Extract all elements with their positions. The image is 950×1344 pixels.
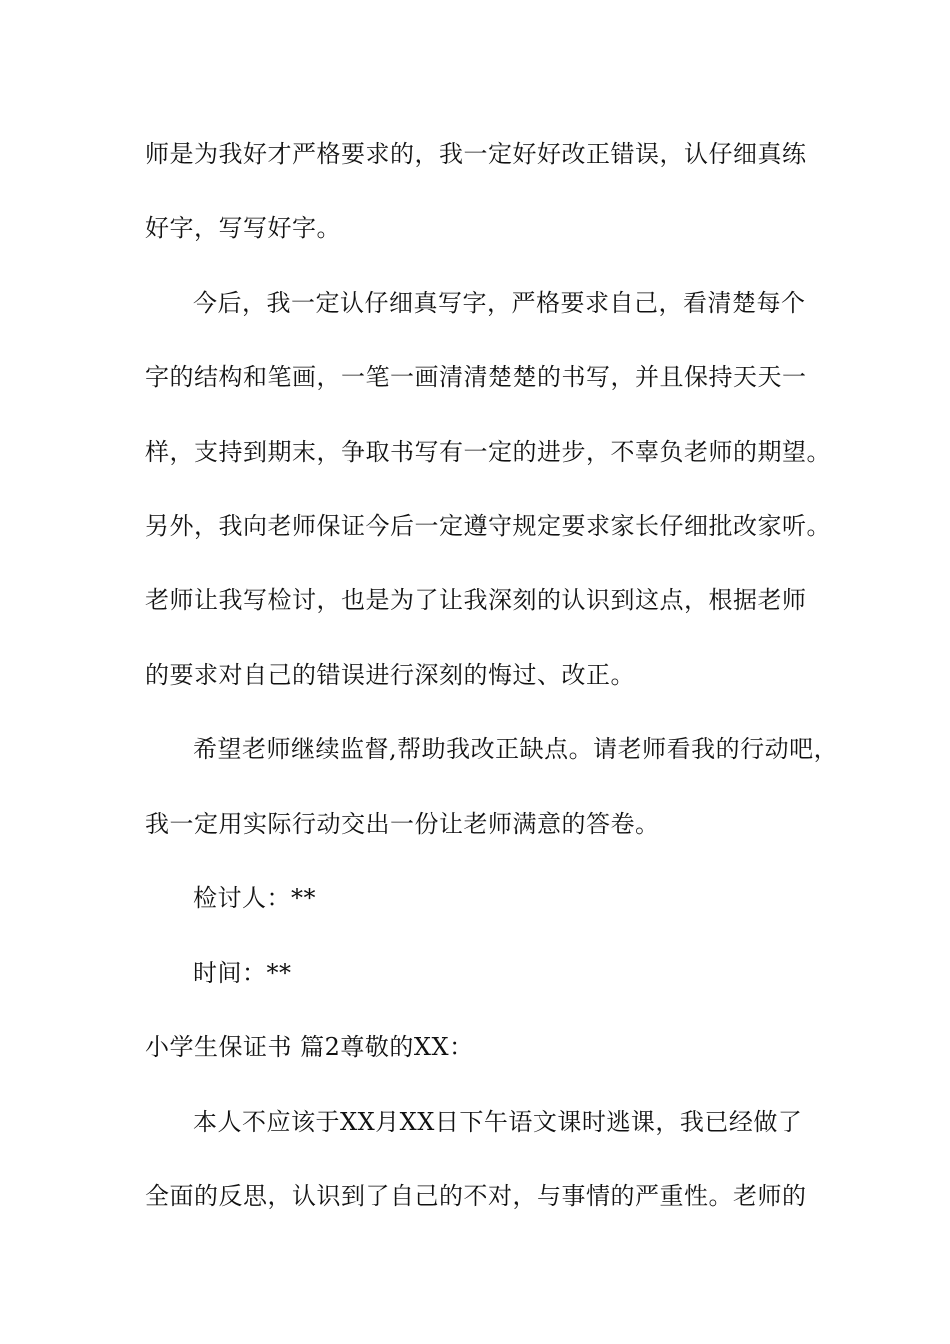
signature-author: 检讨人：** <box>193 884 316 912</box>
section-heading: 小学生保证书 篇2尊敬的XX： <box>145 1033 474 1061</box>
text-line: 样，支持到期末，争取书写有一定的进步，不辜负老师的期望。 <box>145 438 831 466</box>
text-line: 老师让我写检讨，也是为了让我深刻的认识到这点，根据老师 <box>145 586 807 614</box>
text-line: 另外，我向老师保证今后一定遵守规定要求家长仔细批改家听。 <box>145 512 831 540</box>
paragraph-start-line: 本人不应该于XX月XX日下午语文课时逃课，我已经做了 <box>193 1108 803 1136</box>
text-line: 的要求对自己的错误进行深刻的悔过、改正。 <box>145 661 635 689</box>
text-line: 我一定用实际行动交出一份让老师满意的答卷。 <box>145 810 660 838</box>
text-line: 师是为我好才严格要求的，我一定好好改正错误，认仔细真练 <box>145 140 807 168</box>
text-line: 好字，写写好字。 <box>145 214 341 242</box>
text-line: 字的结构和笔画，一笔一画清清楚楚的书写，并且保持天天一 <box>145 363 807 391</box>
paragraph-start-line: 希望老师继续监督,帮助我改正缺点。请老师看我的行动吧， <box>193 735 839 763</box>
paragraph-start-line: 今后，我一定认仔细真写字，严格要求自己，看清楚每个 <box>193 289 806 317</box>
signature-time: 时间：** <box>193 959 292 987</box>
text-line: 全面的反思，认识到了自己的不对，与事情的严重性。老师的 <box>145 1182 807 1210</box>
